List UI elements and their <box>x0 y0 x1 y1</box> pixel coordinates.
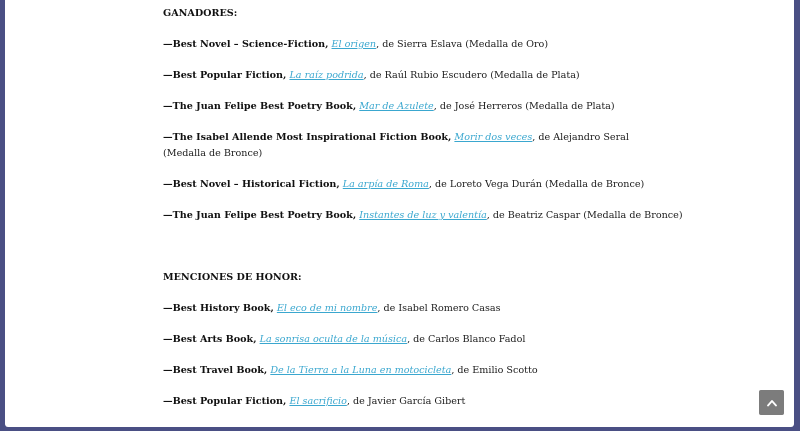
winner-entry <box>163 177 643 193</box>
book-title-link[interactable]: Instantes de luz y valentía <box>359 210 487 221</box>
mention-entry <box>163 301 643 317</box>
article-page <box>5 0 794 427</box>
chevron-up-icon <box>767 399 777 407</box>
winner-entry <box>163 37 643 53</box>
award-category: —The Isabel Allende Most Inspirational Fiction Book, <box>163 132 452 143</box>
book-author: , de Carlos Blanco Fadol <box>407 334 526 345</box>
book-title-link[interactable]: La raíz podrida <box>289 70 364 81</box>
mention-entry <box>163 394 643 410</box>
book-title-link[interactable]: El sacrificio <box>289 396 347 407</box>
book-author: , de José Herreros (Medalla de Plata) <box>433 101 615 112</box>
award-category: —Best Arts Book, <box>163 334 257 345</box>
honorable-mentions-heading: MENCIONES DE HONOR: <box>163 272 302 283</box>
award-category: —Best Novel – Historical Fiction, <box>163 179 340 190</box>
book-title-link[interactable]: La sonrisa oculta de la música <box>259 334 408 345</box>
award-category: —Best Popular Fiction, <box>163 70 287 81</box>
book-author: , de Javier García Gibert <box>346 396 466 407</box>
award-category: —Best Travel Book, <box>163 365 268 376</box>
book-title-link[interactable]: De la Tierra a la Luna en motocicleta <box>270 365 452 376</box>
winners-heading: GANADORES: <box>163 8 238 19</box>
winner-entry <box>163 99 643 115</box>
book-author: , de Beatriz Caspar (Medalla de Bronce) <box>486 210 683 221</box>
book-title-link[interactable]: El origen <box>331 39 377 50</box>
book-title-link[interactable]: El eco de mi nombre <box>276 303 378 314</box>
book-author: , de Isabel Romero Casas <box>377 303 501 314</box>
book-title-link[interactable]: La arpía de Roma <box>342 179 429 190</box>
book-author: , de Emilio Scotto <box>451 365 538 376</box>
award-category: —Best History Book, <box>163 303 274 314</box>
award-category: —The Juan Felipe Best Poetry Book, <box>163 101 357 112</box>
book-author: , de Raúl Rubio Escudero (Medalla de Plata) <box>363 70 580 81</box>
book-author: , de Loreto Vega Durán (Medalla de Bronce) <box>428 179 645 190</box>
mention-entry <box>163 363 643 379</box>
award-category: —Best Popular Fiction, <box>163 396 287 407</box>
back-to-top-button[interactable] <box>759 390 784 415</box>
book-title-link[interactable]: Morir dos veces <box>454 132 533 143</box>
book-title-link[interactable]: Mar de Azulete <box>359 101 434 112</box>
winner-entry <box>163 68 643 84</box>
winner-entry <box>163 208 683 224</box>
book-author: , de Sierra Eslava (Medalla de Oro) <box>376 39 549 50</box>
book-author: , de Alejandro Seral (Medalla de Bronce) <box>163 132 629 159</box>
winner-entry <box>163 130 643 162</box>
mention-entry <box>163 332 643 348</box>
award-category: —Best Novel – Science-Fiction, <box>163 39 329 50</box>
award-category: —The Juan Felipe Best Poetry Book, <box>163 210 357 221</box>
